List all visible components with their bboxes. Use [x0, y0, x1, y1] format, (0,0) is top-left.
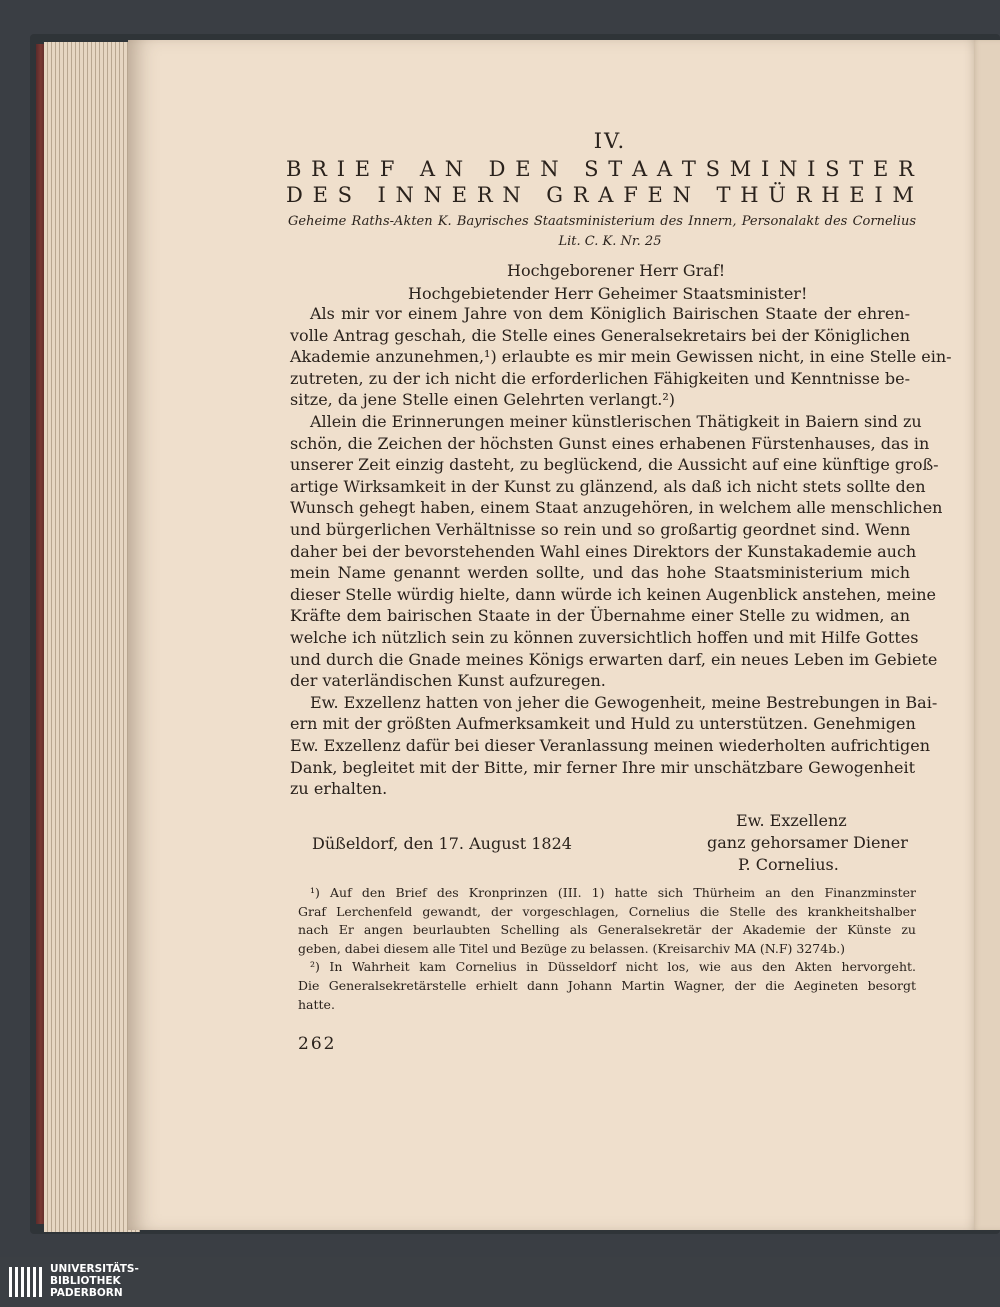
- title-letter: N: [395, 183, 414, 207]
- footnote-line: ²) In Wahrheit kam Cornelius in Düsseldorf nicht los, wie aus den Akten hervorgeht.: [310, 959, 916, 975]
- chapter-number: IV.: [593, 129, 627, 153]
- body-line: und durch die Gnade meines Königs erwarten darf, ein neues Leben im Gebiete: [290, 649, 938, 669]
- body-line: Allein die Erinnerungen meiner künstlerischen Thätigkeit in Baiern sind zu: [310, 412, 922, 431]
- body-line: unserer Zeit einzig dasteht, zu beglückend, die Aussicht auf eine künftige groß-: [290, 455, 939, 475]
- title-letter: I: [377, 183, 386, 207]
- title-letter: F: [379, 157, 395, 181]
- title-letter: R: [311, 157, 327, 181]
- body-line: zu erhalten.: [290, 779, 388, 799]
- title-letter: R: [476, 183, 493, 207]
- closing-line-1: Ew. Exzellenz: [736, 811, 847, 830]
- library-footer: [0, 1257, 1000, 1307]
- title-letter: E: [647, 183, 663, 207]
- title-letter: T: [849, 157, 864, 181]
- library-name-line-1: UNIVERSITÄTS-: [50, 1263, 139, 1275]
- body-line: daher bei der bevorstehenden Wahl eines Direktors der Kunstakademie auch: [290, 541, 917, 561]
- title-letter: N: [444, 157, 464, 181]
- title-letter: H: [740, 183, 759, 207]
- title-letter: I: [760, 157, 770, 181]
- body-line: zutreten, zu der ich nicht die erforderlichen Fähigkeiten und Kenntnisse be-: [290, 368, 910, 388]
- title-letter: N: [540, 157, 559, 181]
- title-letter: A: [632, 157, 648, 181]
- title-letter: I: [874, 183, 883, 207]
- body-line: und bürgerlichen Verhältnisse so rein und so großartig geordnet sind. Wenn: [290, 520, 911, 539]
- title-letter: E: [872, 157, 889, 181]
- title-letter: N: [502, 183, 521, 207]
- title-letter: T: [716, 183, 731, 207]
- body-line: Wunsch gehegt haben, einem Staat anzugehören, in welchem alle menschlichen: [290, 498, 943, 518]
- title-letter: [473, 157, 479, 181]
- body-line: der vaterländischen Kunst aufzuregen.: [290, 671, 606, 691]
- library-name: [50, 1263, 139, 1299]
- title-letter: E: [312, 183, 328, 207]
- title-letter: T: [681, 157, 696, 181]
- title-letter: F: [623, 183, 638, 207]
- body-line: artige Wirksamkeit in der Kunst zu glänzend, als daß ich nicht stets sollte den: [290, 476, 926, 496]
- footnote-line: geben, dabei diesem alle Titel und Bezüge zu belassen. (Kreisarchiv MA (N.F) 3274b.): [298, 940, 846, 956]
- title-letter: S: [337, 183, 353, 207]
- title-letter: M: [892, 183, 914, 207]
- body-line: mein Name genannt werden sollte, und das hohe Staatsministerium mich: [290, 563, 910, 583]
- body-line: welche ich nützlich sein zu können zuversichtlich hoffen und mit Hilfe Gottes: [290, 628, 919, 647]
- page-number: 262: [298, 1034, 337, 1054]
- body-line: Ew. Exzellenz dafür bei dieser Veranlassung meinen wiederholten aufrichtigen: [290, 736, 930, 755]
- title-letter: D: [286, 183, 303, 207]
- closing-line-2: ganz gehorsamer Diener: [707, 833, 908, 852]
- title-letter: M: [729, 157, 752, 181]
- title-letter: N: [778, 157, 798, 181]
- title-letter: [568, 157, 574, 181]
- page-stack: [44, 42, 140, 1232]
- title-letter: S: [825, 157, 840, 181]
- title-letter: N: [672, 183, 691, 207]
- body-line: Als mir vor einem Jahre von dem Königlich Bairischen Staate der ehren-: [310, 304, 910, 323]
- signature: P. Cornelius.: [738, 855, 839, 874]
- title-letter: I: [336, 157, 346, 181]
- archive-source: Geheime Raths-Akten K. Bayrisches Staatsministerium des Innern, Personalakt des Cornelius: [288, 214, 916, 229]
- place-and-date: Düßeldorf, den 17. August 1824: [312, 834, 572, 853]
- title-letter: D: [488, 157, 506, 181]
- title-letter: [531, 183, 537, 207]
- title-letter: [701, 183, 707, 207]
- body-line: Kräfte dem bairischen Staate in der Übernahme einer Stelle zu widmen, an: [290, 606, 910, 626]
- body-line: volle Antrag geschah, die Stelle eines Generalsekretairs bei der Königlichen: [290, 325, 910, 345]
- facing-page-edge: [970, 40, 1000, 1230]
- footnote-line: hatte.: [298, 996, 335, 1012]
- title-letter: A: [419, 157, 436, 181]
- title-letter: N: [423, 183, 443, 207]
- footnote-line: nach Er angen beurlaubten Schelling als Generalsekretär der Akademie der Künste zu: [298, 922, 916, 938]
- letter-title-line-1: [286, 157, 914, 181]
- title-letter: G: [546, 183, 564, 207]
- body-line: dieser Stelle würdig hielte, dann würde ich keinen Augenblick anstehen, meine: [290, 584, 936, 604]
- title-letter: E: [849, 183, 865, 207]
- title-letter: E: [354, 157, 371, 181]
- body-line: ern mit der größten Aufmerksamkeit und Huld zu unterstützen. Genehmigen: [290, 714, 916, 734]
- body-line: Dank, begleitet mit der Bitte, mir ferner Ihre mir unschätzbare Gewogenheit: [290, 757, 916, 777]
- title-letter: [362, 183, 368, 207]
- footnote-line: Graf Lerchenfeld gewandt, der vorgeschlagen, Cornelius die Stelle des krankheitshalber: [298, 903, 916, 919]
- body-line: Ew. Exzellenz hatten von jeher die Gewogenheit, meine Bestrebungen in Bai-: [310, 692, 938, 712]
- salutation-2: Hochgebietender Herr Geheimer Staatsminister!: [408, 284, 808, 303]
- title-letter: I: [807, 157, 816, 181]
- title-letter: B: [286, 157, 302, 181]
- title-letter: A: [598, 183, 614, 207]
- salutation-1: Hochgeborener Herr Graf!: [507, 261, 726, 280]
- title-letter: S: [584, 157, 599, 181]
- library-logo-icon: [6, 1261, 46, 1303]
- library-name-line-3: PADERBORN: [50, 1287, 123, 1299]
- body-line: sitze, da jene Stelle einen Gelehrten verlangt.²): [290, 390, 675, 410]
- title-letter: T: [608, 157, 623, 181]
- title-letter: Ü: [768, 183, 786, 207]
- title-letter: R: [898, 157, 914, 181]
- title-letter: R: [795, 183, 812, 207]
- title-letter: A: [656, 157, 673, 181]
- title-letter: R: [572, 183, 589, 207]
- title-letter: H: [821, 183, 840, 207]
- body-line: schön, die Zeichen der höchsten Gunst eines erhabenen Fürstenhauses, das in: [290, 433, 930, 453]
- body-line: Akademie anzunehmen,¹) erlaubte es mir mein Gewissen nicht, in eine Stelle ein-: [290, 347, 952, 367]
- title-letter: [404, 157, 410, 181]
- title-letter: E: [451, 183, 468, 207]
- title-letter: S: [705, 157, 720, 181]
- archive-reference: Lit. C. K. Nr. 25: [558, 234, 662, 249]
- footnote-line: ¹) Auf den Brief des Kronprinzen (III. 1) hatte sich Thürheim an den Finanzminster: [310, 885, 916, 900]
- library-name-line-2: BIBLIOTHEK: [50, 1275, 121, 1287]
- footnote-line: Die Generalsekretärstelle erhielt dann Johann Martin Wagner, der die Aegineten besorgt: [298, 978, 916, 993]
- letter-title-line-2: [286, 183, 914, 207]
- title-letter: E: [515, 157, 531, 181]
